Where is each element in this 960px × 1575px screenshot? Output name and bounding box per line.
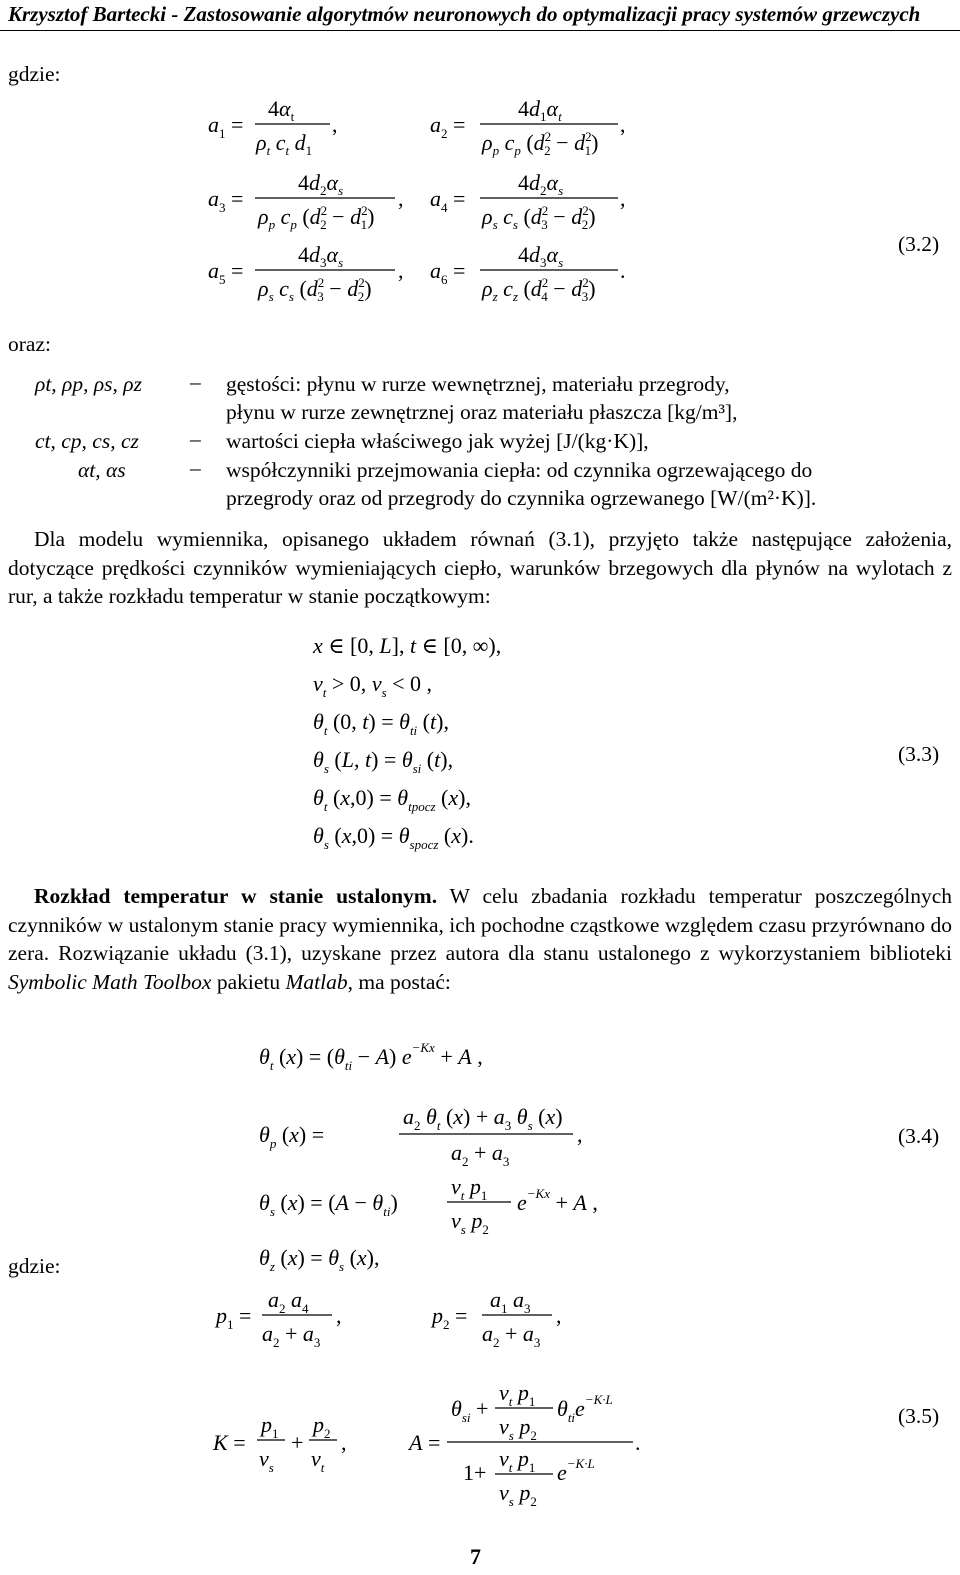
svg-text:θs (L, t) = θsi (t),: $\theta_s$ (L, $t) = \theta_{si}$ (t),	[313, 747, 454, 776]
svg-text:ρp cp (d22 − d21): $\rho_p$ $c_p$ ($d^2$ $2 - d^2$ 1)	[482, 129, 599, 158]
paragraph-steady-state-text-c: , ma postać:	[347, 969, 451, 994]
label-gdzie-2: gdzie:	[8, 1254, 61, 1278]
svg-text:,: ,	[341, 1430, 347, 1455]
header-rule	[0, 30, 960, 31]
equation-number-3-5: (3.5)	[898, 1404, 940, 1428]
paragraph-steady-state-text-b: pakietu	[211, 969, 286, 994]
svg-text:a3 =: $a_3$ =	[208, 186, 244, 215]
paragraph-steady-state-toolbox: Symbolic Math Toolbox	[8, 969, 212, 994]
symbol-specific-heat: ct, cp, cs, cz	[35, 429, 139, 453]
svg-text:p1 =: $p_1$ =	[216, 1303, 252, 1332]
dash: –	[190, 456, 201, 480]
symbol-heat-transfer-desc-1: współczynniki przejmowania ciepła: od czynnika ogrzewającego do	[226, 458, 813, 482]
label-gdzie-1: gdzie:	[8, 62, 61, 86]
svg-text:.: .	[620, 258, 626, 283]
svg-text:p2: $p_2$	[313, 1412, 331, 1441]
svg-text:,: ,	[398, 186, 404, 211]
svg-text:a2 + a3: $a_2 + a_3$	[262, 1321, 321, 1350]
svg-text:vt: $v_t$	[311, 1446, 325, 1475]
page-number: 7	[470, 1544, 481, 1569]
svg-text:+: +	[291, 1430, 304, 1455]
svg-text:p1: $p_1$	[261, 1412, 279, 1441]
svg-text:a4 =: $a_4$ =	[430, 186, 466, 215]
svg-text:θs (x,0) = θspocz (x).: $\theta_s$ $(x,0) = \theta_{spocz}$ (x).	[313, 823, 474, 852]
equation-p1-p2	[200, 1285, 600, 1355]
svg-text:4d3αs: $4d_3\alpha_s$	[518, 242, 564, 270]
svg-text:θs (x) = (A − θti): $\theta_s$ $(x) = (A - \theta_{ti})$	[259, 1190, 398, 1219]
symbol-specific-heat-desc: wartości ciepła właściwego jak wyżej [J/(kg·K)],	[226, 429, 649, 453]
svg-text:ρz cz (d24 − d23): $\rho_z$ $c_z$ ($d^2$ $4 - d^2$ 3)	[482, 275, 596, 304]
svg-text:θt (0, t) = θti (t),: $\theta_t$ (0, $t) = \theta_{ti}$ (t),	[313, 709, 449, 738]
svg-text:1+: 1+	[463, 1460, 487, 1485]
equation-3-2	[200, 88, 660, 308]
svg-text:vs: $v_s$	[259, 1446, 274, 1475]
svg-text:,: ,	[556, 1303, 562, 1328]
dash: –	[190, 370, 201, 394]
svg-text:ρs cs (d23 − d22): $\rho_s$ $c_s$ ($d^2$ $3 - d^2$ 2)	[482, 203, 596, 232]
svg-text:4d2αs: $4d_2\alpha_s$	[518, 170, 564, 198]
equation-3-3	[305, 625, 605, 865]
svg-text:.: .	[635, 1430, 641, 1455]
svg-text:4d1αt: $4d_1\alpha_t$	[518, 96, 562, 124]
svg-text:ρs cs (d23 − d22): $\rho_s$ $c_s$ ($d^2$ $3 - d^2$ 2)	[258, 275, 372, 304]
page-header: Krzysztof Bartecki - Zastosowanie algorytmów neuronowych do optymalizacji pracy systemów grzewczych	[8, 2, 921, 26]
paragraph-steady-state-matlab: Matlab	[285, 969, 348, 994]
dash: –	[190, 427, 201, 451]
equation-number-3-3: (3.3)	[898, 742, 940, 766]
svg-text:θt (x) = (θti − A) e−Kx + A ,: $\theta_t$ $(x) = (\theta_{ti} - A) e^{-Kx} + A$ ,	[259, 1040, 483, 1073]
svg-text:θtie−K·L: $\theta_{ti}e^{-K\cdot L}$	[557, 1392, 613, 1425]
symbol-heat-transfer: αt, αs	[78, 458, 126, 482]
svg-text:A =: A =	[409, 1430, 441, 1455]
svg-text:,: ,	[336, 1303, 342, 1328]
svg-text:vs p2: $v_s$ $p_2$	[499, 1414, 537, 1443]
svg-text:4αt: $4\alpha_t$	[268, 96, 295, 124]
svg-text:a2 + a3: $a_2 + a_3$	[482, 1321, 541, 1350]
paragraph-steady-state-text-a: W celu zbadania rozkładu temperatur poszczególnych czynników w ustalonym stanie pracy wymiennika, ich pochodne cząstkowe względem czasu przyrównano do zera. Rozwiązanie układu (3.1), uzyskane przez autora dla stanu ustalonego z wykorzystaniem biblioteki	[8, 884, 953, 965]
equation-3-4-theta-z	[255, 1245, 505, 1285]
svg-text:a1 a3: $a_1$ $a_3$	[490, 1287, 531, 1316]
label-oraz: oraz:	[8, 332, 51, 356]
equation-3-5	[205, 1380, 645, 1510]
symbol-densities-desc-1: gęstości: płynu w rurze wewnętrznej, materiału przegrody,	[226, 372, 730, 396]
svg-text:vs p2: $v_s$ $p_2$	[451, 1208, 489, 1237]
svg-text:,: ,	[398, 258, 404, 283]
svg-text:x ∈ [0, L], t ∈ [0, ∞),: x ∈ [0, L], t ∈ [0, ∞),	[313, 633, 502, 658]
svg-text:e−K·L: $e^{-K\cdot L}$	[557, 1456, 595, 1485]
svg-text:a1 =: $a_1$ =	[208, 112, 244, 141]
svg-text:θz (x) = θs (x),: $\theta_z$ $(x) = \theta_s$ (x),	[259, 1245, 380, 1274]
svg-text:e−Kx + A ,: $e^{-Kx} + A$ ,	[517, 1186, 598, 1215]
paragraph-steady-state	[8, 882, 952, 996]
svg-text:4d2αs: $4d_2\alpha_s$	[298, 170, 344, 198]
svg-text:a2 θt (x) + a3 θs (x): $a_2$ $\theta_t$ $(x) + a_3$ $\theta_s$ (x)	[403, 1104, 563, 1133]
svg-text:vt p1: $v_t$ $p_1$	[499, 1380, 536, 1409]
svg-text:a6 =: $a_6$ =	[430, 258, 466, 287]
svg-text:,: ,	[620, 186, 626, 211]
svg-text:ρt ct d1: $\rho_t$ $c_t$ $d_1$	[256, 130, 313, 158]
equation-number-3-2: (3.2)	[898, 232, 940, 256]
svg-text:ρp cp (d22 − d21): $\rho_p$ $c_p$ ($d^2$ $2 - d^2$ 1)	[258, 203, 375, 232]
svg-text:θsi +: $\theta_{si}$ +	[451, 1396, 489, 1425]
symbol-heat-transfer-desc-2: przegrody oraz od przegrody do czynnika ogrzewanego [W/(m²·K)].	[226, 486, 817, 510]
svg-text:a5 =: $a_5$ =	[208, 258, 244, 287]
svg-text:,: ,	[332, 112, 338, 137]
svg-text:θt (x,0) = θtpocz (x),: $\theta_t$ $(x,0) = \theta_{tpocz}$ (x),	[313, 785, 471, 814]
svg-text:a2 + a3: $a_2 + a_3$	[451, 1140, 510, 1169]
svg-text:a2 a4: $a_2$ $a_4$	[268, 1287, 309, 1316]
paragraph-assumptions: Dla modelu wymiennika, opisanego układem równań (3.1), przyjęto także następujące założenia, dotyczące prędkości czynników wymieniających ciepło, warunków brzegowych dla płynów na wylotach z rur, a także rozkładu temperatur w stanie początkowym:	[8, 527, 952, 608]
svg-text:θp (x) =: $\theta_p$ (x) =	[259, 1122, 325, 1151]
svg-text:vt > 0, vs < 0 ,: $v_t > 0$, $v_s < 0$ ,	[313, 671, 433, 700]
symbol-densities-desc-2: płynu w rurze zewnętrznej oraz materiału płaszcza [kg/m³],	[226, 400, 738, 424]
svg-text:vt p1: $v_t$ $p_1$	[499, 1446, 536, 1475]
svg-text:K =: K =	[213, 1430, 246, 1455]
svg-text:a2 =: $a_2$ =	[430, 112, 466, 141]
svg-text:p2 =: $p_2$ =	[432, 1303, 468, 1332]
svg-text:vs p2: $v_s$ $p_2$	[499, 1480, 537, 1509]
equation-number-3-4: (3.4)	[898, 1124, 940, 1148]
symbol-densities: ρt, ρp, ρs, ρz	[35, 372, 142, 396]
paragraph-steady-state-lead: Rozkład temperatur w stanie ustalonym.	[34, 884, 438, 908]
svg-text:,: ,	[577, 1122, 583, 1147]
svg-text:vt p1: $v_t$ $p_1$	[451, 1174, 488, 1203]
svg-text:,: ,	[620, 112, 626, 137]
svg-text:4d3αs: $4d_3\alpha_s$	[298, 242, 344, 270]
equation-3-4	[255, 1030, 655, 1245]
